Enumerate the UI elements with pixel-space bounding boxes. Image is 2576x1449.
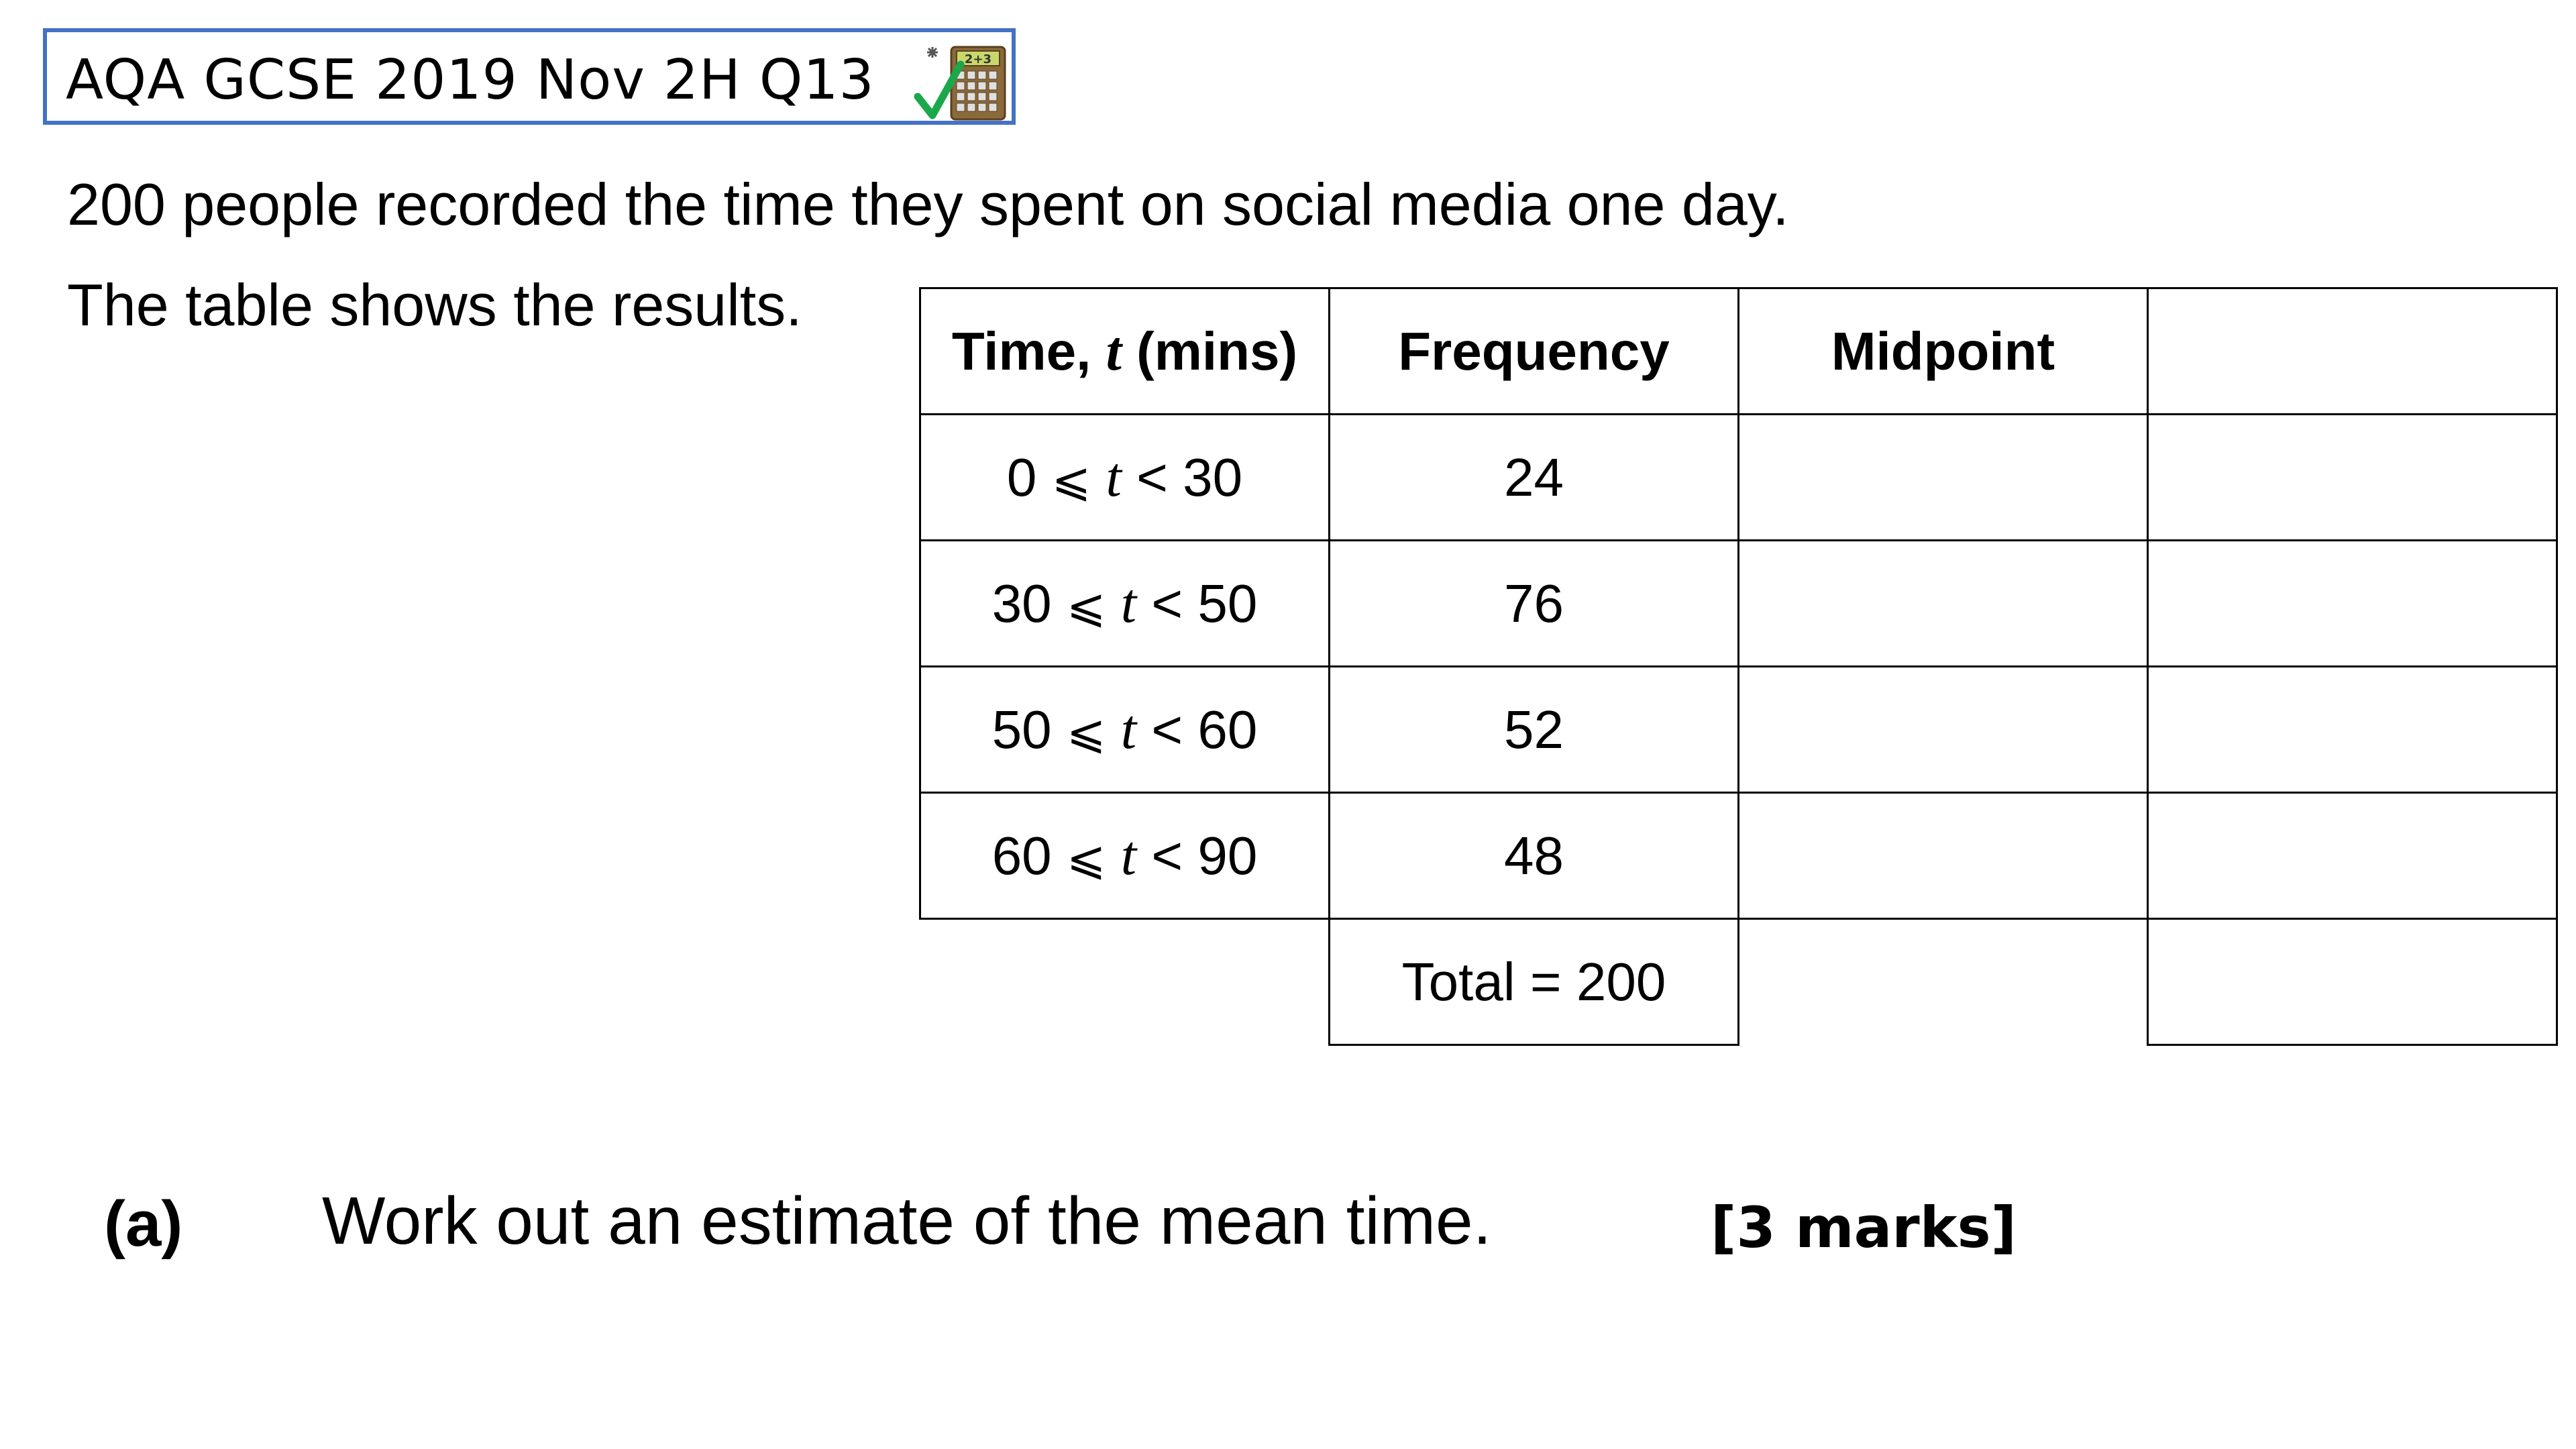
extra-answer-cell[interactable] bbox=[2148, 793, 2557, 919]
time-interval-cell: 50 ⩽ t < 60 bbox=[920, 667, 1330, 793]
time-interval-cell: 30 ⩽ t < 50 bbox=[920, 541, 1330, 667]
header-midpoint: Midpoint bbox=[1739, 288, 2148, 415]
calculator-screen-label: 2+3 bbox=[964, 52, 992, 66]
question-text: Work out an estimate of the mean time. bbox=[322, 1183, 1492, 1258]
question-title-box bbox=[43, 28, 1016, 125]
frequency-cell: 48 bbox=[1330, 793, 1739, 919]
table-row bbox=[920, 793, 2557, 919]
question-marks: [3 marks] bbox=[1711, 1195, 2017, 1260]
frequency-cell: 52 bbox=[1330, 667, 1739, 793]
frequency-table bbox=[919, 287, 2558, 1046]
blank-cell bbox=[1739, 919, 2148, 1045]
extra-answer-cell[interactable] bbox=[2148, 667, 2557, 793]
total-frequency-cell: Total = 200 bbox=[1330, 919, 1739, 1045]
header-time: Time, t (mins) bbox=[920, 288, 1330, 415]
table-header-row bbox=[920, 288, 2557, 415]
question-title: AQA GCSE 2019 Nov 2H Q13 bbox=[66, 48, 875, 112]
table-row bbox=[920, 415, 2557, 541]
table-row bbox=[920, 667, 2557, 793]
frequency-cell: 76 bbox=[1330, 541, 1739, 667]
header-extra bbox=[2148, 288, 2557, 415]
midpoint-answer-cell[interactable] bbox=[1739, 415, 2148, 541]
intro-line-2: The table shows the results. bbox=[67, 272, 802, 338]
question-part-label: (a) bbox=[104, 1188, 183, 1260]
total-answer-cell[interactable] bbox=[2148, 919, 2557, 1045]
midpoint-answer-cell[interactable] bbox=[1739, 541, 2148, 667]
frequency-cell: 24 bbox=[1330, 415, 1739, 541]
calculator-allowed-icon bbox=[912, 38, 1013, 125]
midpoint-answer-cell[interactable] bbox=[1739, 667, 2148, 793]
table-row bbox=[920, 541, 2557, 667]
sparkle-icon bbox=[927, 47, 938, 58]
table-total-row bbox=[920, 919, 2557, 1045]
time-interval-cell: 0 ⩽ t < 30 bbox=[920, 415, 1330, 541]
header-frequency: Frequency bbox=[1330, 288, 1739, 415]
blank-cell bbox=[920, 919, 1330, 1045]
midpoint-answer-cell[interactable] bbox=[1739, 793, 2148, 919]
extra-answer-cell[interactable] bbox=[2148, 541, 2557, 667]
extra-answer-cell[interactable] bbox=[2148, 415, 2557, 541]
intro-line-1: 200 people recorded the time they spent on social media one day. bbox=[67, 171, 1789, 237]
time-interval-cell: 60 ⩽ t < 90 bbox=[920, 793, 1330, 919]
